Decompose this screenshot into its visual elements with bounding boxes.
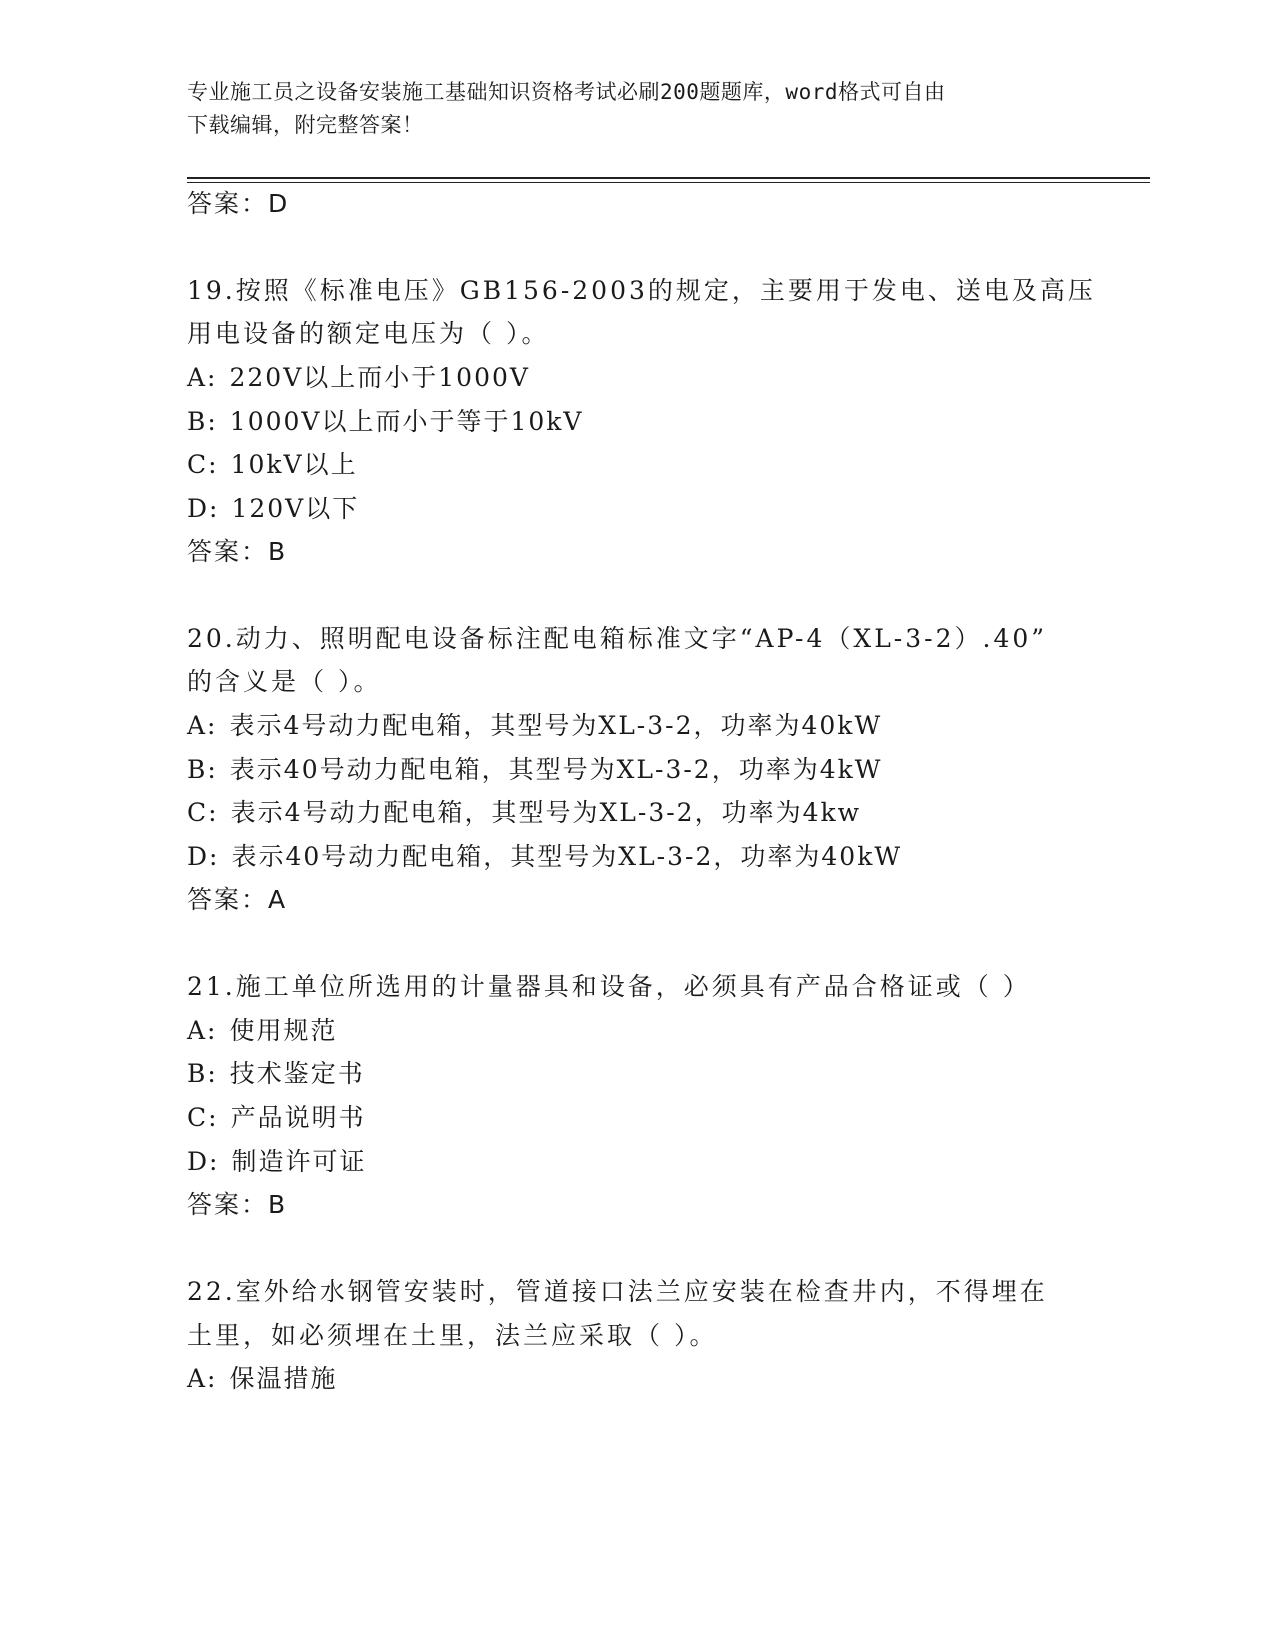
question-19-line-2: 用电设备的额定电压为（ ）。 — [187, 319, 550, 348]
answer-value: B — [268, 1190, 288, 1219]
question-19-line-1: 19.按照《标准电压》GB156-2003的规定，主要用于发电、送电及高压 — [187, 276, 1096, 305]
question-20-answer — [187, 884, 287, 916]
option-text: 表示4号动力配电箱，其型号为XL-3-2，功率为4kw — [230, 798, 862, 827]
question-22-line-1: 22.室外给水钢管安装时，管道接口法兰应安装在检查井内，不得埋在 — [187, 1277, 1048, 1306]
header-line-1: 专业施工员之设备安装施工基础知识资格考试必刷200题题库，word格式可自由 — [187, 80, 946, 104]
question-20-option-d — [187, 841, 902, 873]
option-text: 表示40号动力配电箱，其型号为XL-3-2，功率为40kW — [231, 842, 903, 871]
question-21-line-1: 21.施工单位所选用的计量器具和设备，必须具有产品合格证或（ ） — [187, 972, 1031, 1001]
option-text: 产品说明书 — [230, 1103, 366, 1132]
question-19-option-c — [187, 449, 358, 481]
option-letter: D: — [187, 1147, 220, 1176]
document-header — [187, 76, 1067, 142]
option-letter: A: — [187, 1364, 218, 1393]
option-text: 120V以下 — [231, 494, 360, 523]
answer-value: A — [268, 885, 288, 914]
option-text: 技术鉴定书 — [229, 1059, 365, 1088]
answer-line — [187, 188, 289, 220]
option-text: 220V以上而小于1000V — [229, 363, 530, 392]
option-letter: A: — [187, 711, 218, 740]
question-22-line-2: 土里，如必须埋在土里，法兰应采取（ ）。 — [187, 1321, 718, 1350]
question-19-option-b — [187, 406, 584, 438]
question-20-line-1: 20.动力、照明配电设备标注配电箱标准文字“AP-4（XL-3-2）.40” — [187, 624, 1048, 653]
option-text: 制造许可证 — [231, 1147, 367, 1176]
option-text: 10kV以上 — [230, 450, 358, 479]
question-20-option-b — [187, 754, 882, 786]
header-rule-thin — [187, 182, 1150, 183]
question-22-option-a — [187, 1363, 338, 1395]
option-letter: C: — [187, 450, 219, 479]
question-20-option-a — [187, 710, 882, 742]
option-text: 表示40号动力配电箱，其型号为XL-3-2，功率为4kW — [229, 755, 883, 784]
option-text: 使用规范 — [229, 1016, 338, 1045]
answer-prefix: 答案： — [187, 885, 269, 914]
option-letter: A: — [187, 1016, 218, 1045]
answer-value: B — [268, 537, 288, 566]
header-rule-thick — [187, 177, 1150, 179]
question-20-option-c — [187, 797, 861, 829]
option-letter: A: — [187, 363, 218, 392]
answer-prefix: 答案： — [187, 537, 269, 566]
question-21-option-a — [187, 1015, 338, 1047]
question-21-option-d — [187, 1146, 366, 1178]
question-19-answer — [187, 536, 287, 568]
option-letter: C: — [187, 1103, 219, 1132]
question-20-line-2: 的含义是（ ）。 — [187, 667, 382, 696]
option-letter: B: — [187, 407, 218, 436]
answer-value: D — [268, 189, 290, 218]
question-19-option-a — [187, 362, 530, 394]
option-text: 保温措施 — [229, 1364, 338, 1393]
header-line-2: 下载编辑，附完整答案！ — [187, 113, 424, 137]
answer-prefix: 答案： — [187, 1190, 269, 1219]
option-letter: C: — [187, 798, 219, 827]
option-letter: D: — [187, 842, 220, 871]
question-21-option-b — [187, 1058, 365, 1090]
option-letter: B: — [187, 755, 218, 784]
option-text: 表示4号动力配电箱，其型号为XL-3-2，功率为40kW — [229, 711, 883, 740]
option-letter: D: — [187, 494, 220, 523]
option-letter: B: — [187, 1059, 218, 1088]
question-21-option-c — [187, 1102, 366, 1134]
question-21-answer — [187, 1189, 287, 1221]
answer-prefix: 答案： — [187, 189, 269, 218]
option-text: 1000V以上而小于等于10kV — [229, 407, 584, 436]
question-19-option-d — [187, 493, 359, 525]
